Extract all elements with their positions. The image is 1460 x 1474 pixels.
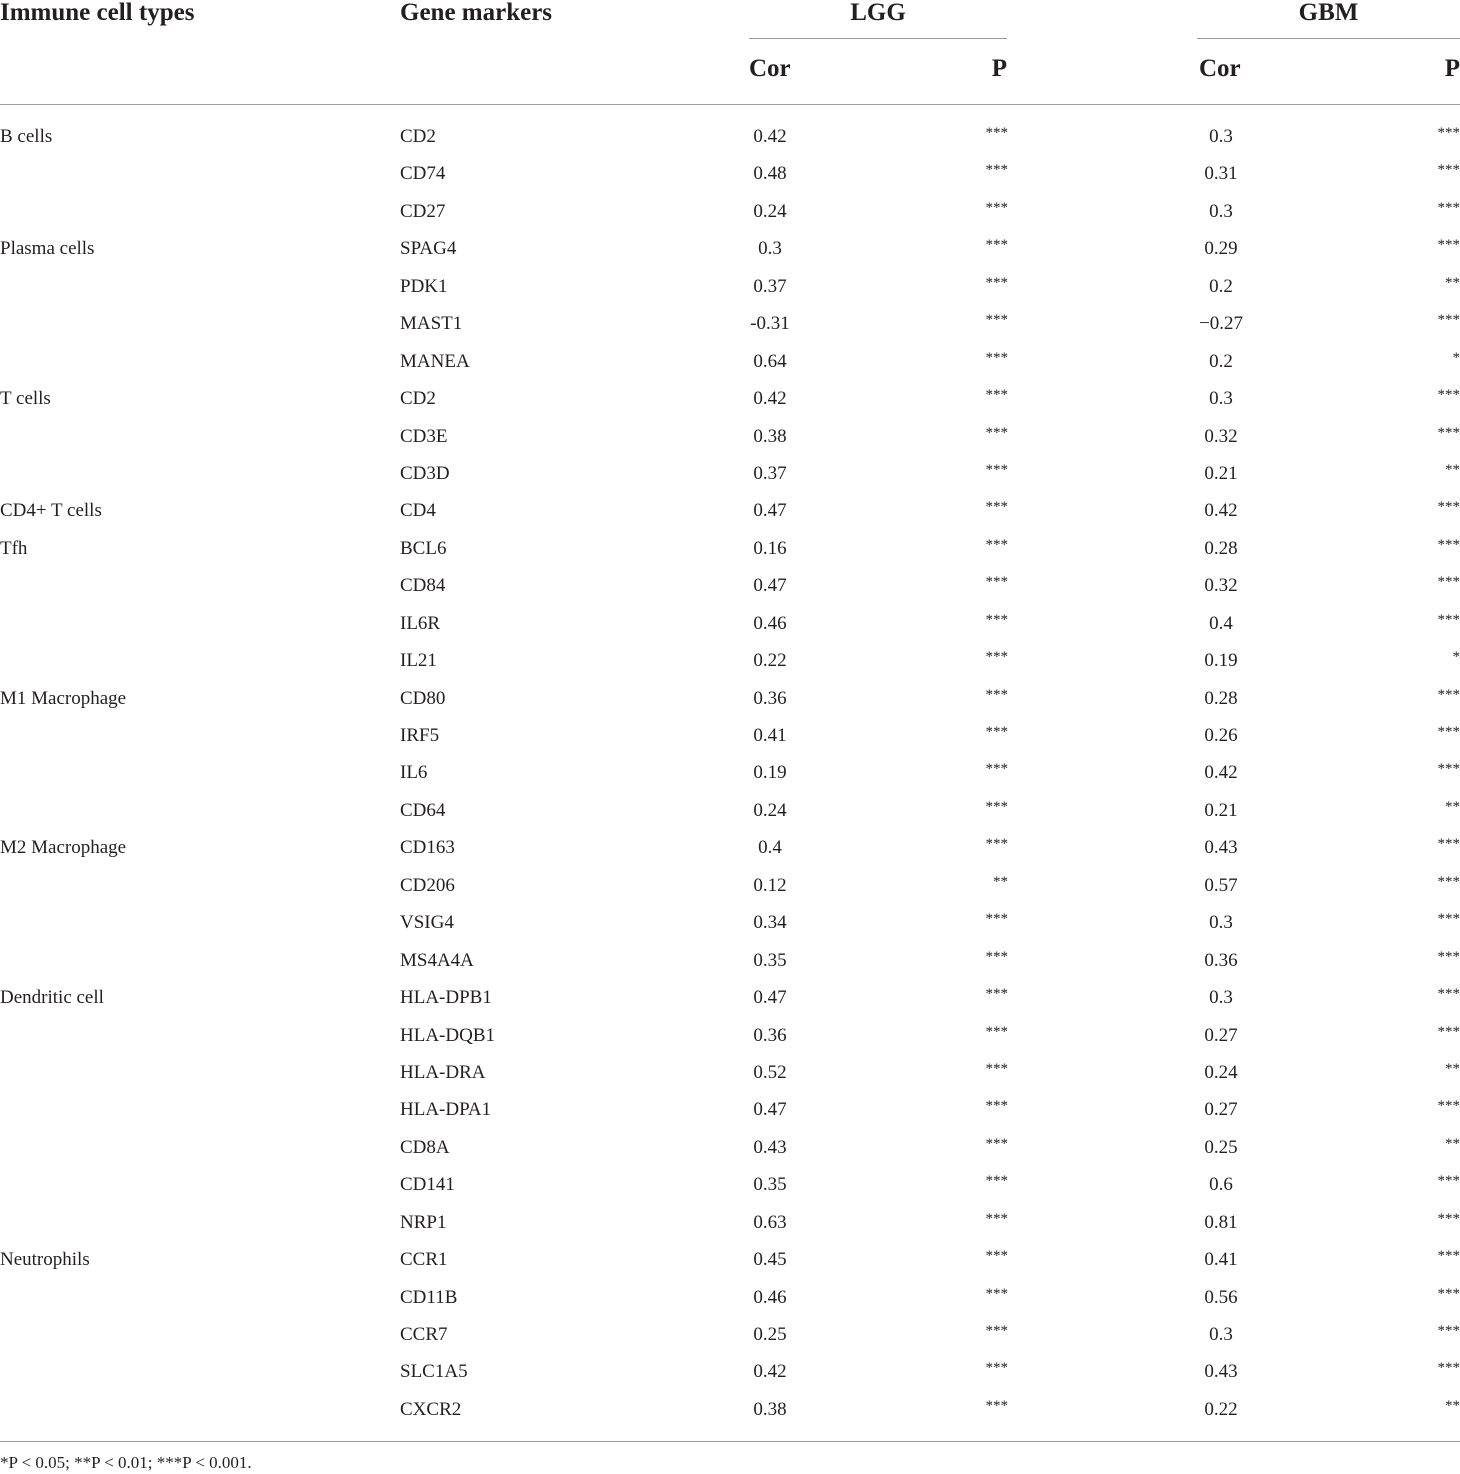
cell-gene-marker: SLC1A5 xyxy=(400,1361,468,1383)
table-row xyxy=(0,118,1460,155)
cell-gbm-cor: 0.81 xyxy=(1204,1211,1238,1233)
cell-gbm-cor: 0.3 xyxy=(1209,126,1233,147)
cell-gene-marker: CD8A xyxy=(400,1136,450,1158)
cell-lgg-p: *** xyxy=(985,424,1008,441)
cell-gbm-cor: 0.2 xyxy=(1209,350,1233,372)
table-row xyxy=(0,305,1460,342)
cell-lgg-cor: 0.38 xyxy=(753,425,787,447)
table-body xyxy=(0,118,1460,1428)
cell-type: Tfh xyxy=(0,537,28,559)
cell-gbm-cor: 0.29 xyxy=(1204,238,1238,260)
table-row xyxy=(0,1279,1460,1316)
cell-gbm-p: *** xyxy=(1437,611,1460,628)
table-row xyxy=(0,455,1460,492)
cell-gbm-p: *** xyxy=(1437,1098,1460,1115)
table-row xyxy=(0,492,1460,529)
cell-gbm-cor: 0.22 xyxy=(1204,1398,1238,1420)
table-row xyxy=(0,680,1460,717)
cell-gene-marker: CD74 xyxy=(400,163,446,185)
cell-gbm-cor: −0.27 xyxy=(1199,313,1243,335)
cell-lgg-p: *** xyxy=(985,237,1008,254)
cell-lgg-p: *** xyxy=(985,911,1008,928)
cell-lgg-p: *** xyxy=(985,1360,1008,1377)
table-row xyxy=(0,829,1460,866)
cell-lgg-cor: 0.47 xyxy=(753,500,787,522)
cell-lgg-cor: 0.16 xyxy=(753,537,787,559)
cell-gene-marker: IL6 xyxy=(400,762,428,784)
cell-gbm-cor: 0.41 xyxy=(1204,1249,1238,1271)
cell-lgg-cor: 0.22 xyxy=(753,650,787,672)
cell-lgg-p: *** xyxy=(985,1210,1008,1227)
cell-lgg-cor: 0.47 xyxy=(753,1099,787,1121)
cell-gbm-p: * xyxy=(1452,349,1460,366)
table-row xyxy=(0,1054,1460,1091)
cell-lgg-p: *** xyxy=(985,1023,1008,1040)
cell-gbm-cor: 0.32 xyxy=(1204,425,1238,447)
cell-gbm-p: *** xyxy=(1437,574,1460,591)
cell-type: Neutrophils xyxy=(0,1249,90,1271)
cell-gbm-p: *** xyxy=(1437,536,1460,553)
gbm-group-divider xyxy=(1197,38,1460,39)
table-row xyxy=(0,1241,1460,1278)
cell-gbm-cor: 0.36 xyxy=(1204,949,1238,971)
cell-gbm-p: *** xyxy=(1437,387,1460,404)
cell-type: Plasma cells xyxy=(0,238,95,260)
cell-type: M1 Macrophage xyxy=(0,687,127,709)
table-row xyxy=(0,1091,1460,1128)
cell-gbm-p: *** xyxy=(1437,911,1460,928)
cell-gene-marker: SPAG4 xyxy=(400,238,457,260)
cell-lgg-p: *** xyxy=(985,724,1008,740)
cell-gbm-p: *** xyxy=(1437,836,1460,853)
cell-gene-marker: VSIG4 xyxy=(400,912,454,934)
cell-gbm-cor: 0.26 xyxy=(1204,725,1238,746)
cell-gbm-cor: 0.19 xyxy=(1204,650,1238,672)
table-row xyxy=(0,979,1460,1016)
table-row xyxy=(0,904,1460,941)
cell-lgg-p: *** xyxy=(985,499,1008,516)
cell-gbm-cor: 0.6 xyxy=(1209,1174,1233,1196)
header-gene-markers: Gene markers xyxy=(400,0,553,26)
cell-gene-marker: CD3D xyxy=(400,462,450,484)
cell-gbm-p: *** xyxy=(1437,724,1460,740)
cell-gbm-cor: 0.2 xyxy=(1209,275,1233,297)
cell-gbm-p: *** xyxy=(1437,162,1460,179)
cell-gbm-cor: 0.3 xyxy=(1209,912,1233,934)
header-gbm-cor: Cor xyxy=(1199,55,1241,82)
cell-gbm-p: *** xyxy=(1437,312,1460,329)
cell-lgg-cor: -0.31 xyxy=(750,313,790,335)
table-row xyxy=(0,942,1460,979)
cell-type: B cells xyxy=(0,126,53,147)
cell-lgg-p: *** xyxy=(985,948,1008,965)
cell-lgg-cor: 0.42 xyxy=(753,1361,787,1383)
cell-gene-marker: BCL6 xyxy=(400,537,447,559)
cell-gbm-p: *** xyxy=(1437,761,1460,778)
cell-lgg-p: *** xyxy=(985,836,1008,853)
table-row xyxy=(0,1353,1460,1390)
cell-gbm-p: *** xyxy=(1437,1323,1460,1339)
table-row xyxy=(0,1129,1460,1166)
cell-gbm-cor: 0.31 xyxy=(1204,163,1238,185)
cell-gene-marker: CD206 xyxy=(400,874,455,896)
cell-gbm-cor: 0.27 xyxy=(1204,1024,1238,1046)
cell-gbm-p: *** xyxy=(1437,424,1460,441)
cell-gene-marker: CCR7 xyxy=(400,1324,448,1345)
cell-lgg-p: *** xyxy=(985,798,1008,815)
cell-gbm-p: ** xyxy=(1445,1397,1460,1414)
cell-gbm-p: ** xyxy=(1445,461,1460,478)
cell-gbm-p: *** xyxy=(1437,686,1460,703)
cell-gbm-cor: 0.56 xyxy=(1204,1286,1238,1308)
cell-gene-marker: MANEA xyxy=(400,350,470,372)
cell-lgg-p: *** xyxy=(985,461,1008,478)
cell-type: CD4+ T cells xyxy=(0,500,102,522)
cell-gbm-p: *** xyxy=(1437,1285,1460,1302)
header-lgg-cor: Cor xyxy=(749,55,791,82)
cell-gene-marker: CD163 xyxy=(400,837,455,859)
header-bottom-rule xyxy=(0,104,1460,105)
table-row xyxy=(0,717,1460,754)
cell-gbm-cor: 0.43 xyxy=(1204,837,1238,859)
header-gbm: GBM xyxy=(1298,0,1359,26)
cell-gene-marker: HLA-DRA xyxy=(400,1061,486,1083)
table-row xyxy=(0,155,1460,192)
cell-lgg-p: *** xyxy=(985,1173,1008,1190)
cell-gene-marker: CXCR2 xyxy=(400,1398,462,1420)
cell-gbm-p: * xyxy=(1452,649,1460,666)
table-bottom-rule xyxy=(0,1441,1460,1442)
cell-lgg-p: *** xyxy=(985,274,1008,291)
cell-lgg-cor: 0.42 xyxy=(753,126,787,147)
cell-lgg-p: *** xyxy=(985,1060,1008,1077)
cell-gbm-cor: 0.43 xyxy=(1204,1361,1238,1383)
cell-lgg-p: *** xyxy=(985,1323,1008,1339)
cell-lgg-p: *** xyxy=(985,199,1008,216)
cell-lgg-cor: 0.43 xyxy=(753,1136,787,1158)
cell-gbm-cor: 0.21 xyxy=(1204,799,1238,821)
cell-gbm-p: *** xyxy=(1437,1023,1460,1040)
cell-lgg-p: *** xyxy=(985,986,1008,1003)
cell-gbm-cor: 0.42 xyxy=(1204,500,1238,522)
cell-gbm-cor: 0.28 xyxy=(1204,537,1238,559)
cell-gbm-p: *** xyxy=(1437,1210,1460,1227)
cell-gene-marker: HLA-DQB1 xyxy=(400,1024,495,1046)
cell-lgg-p: *** xyxy=(985,312,1008,329)
cell-gene-marker: CD64 xyxy=(400,799,446,821)
cell-gbm-cor: 0.24 xyxy=(1204,1061,1238,1083)
cell-lgg-cor: 0.34 xyxy=(753,912,787,934)
cell-lgg-cor: 0.46 xyxy=(753,1286,787,1308)
cell-gbm-p: *** xyxy=(1437,986,1460,1003)
cell-lgg-cor: 0.24 xyxy=(753,799,787,821)
cell-lgg-cor: 0.38 xyxy=(753,1398,787,1420)
cell-lgg-p: *** xyxy=(985,1397,1008,1414)
cell-type: Dendritic cell xyxy=(0,987,104,1009)
cell-lgg-cor: 0.41 xyxy=(753,725,787,746)
cell-gbm-p: *** xyxy=(1437,1248,1460,1265)
cell-lgg-p: *** xyxy=(985,649,1008,666)
cell-lgg-cor: 0.48 xyxy=(753,163,787,185)
cell-lgg-cor: 0.42 xyxy=(753,388,787,410)
cell-gene-marker: CD2 xyxy=(400,126,436,147)
header-immune-cell-types: Immune cell types xyxy=(0,0,195,26)
cell-gene-marker: CD3E xyxy=(400,425,448,447)
cell-gene-marker: IL21 xyxy=(400,650,437,672)
cell-gbm-cor: 0.3 xyxy=(1209,987,1233,1009)
table-row xyxy=(0,867,1460,904)
cell-lgg-p: *** xyxy=(985,162,1008,179)
cell-lgg-cor: 0.36 xyxy=(753,687,787,709)
cell-lgg-cor: 0.46 xyxy=(753,612,787,634)
cell-gbm-p: *** xyxy=(1437,873,1460,890)
cell-lgg-cor: 0.47 xyxy=(753,575,787,597)
cell-lgg-cor: 0.25 xyxy=(753,1324,787,1345)
table-row xyxy=(0,754,1460,791)
cell-gene-marker: CD4 xyxy=(400,500,436,522)
cell-lgg-cor: 0.52 xyxy=(753,1061,787,1083)
cell-lgg-p: *** xyxy=(985,125,1008,141)
header-gbm-p: P xyxy=(1444,55,1460,82)
cell-lgg-cor: 0.24 xyxy=(753,200,787,222)
cell-gbm-p: *** xyxy=(1437,948,1460,965)
cell-gene-marker: CCR1 xyxy=(400,1249,448,1271)
table-row xyxy=(0,567,1460,604)
table-row xyxy=(0,1166,1460,1203)
cell-lgg-p: *** xyxy=(985,1285,1008,1302)
table-row xyxy=(0,418,1460,455)
cell-gene-marker: MS4A4A xyxy=(400,949,474,971)
cell-gene-marker: HLA-DPA1 xyxy=(400,1099,492,1121)
cell-gbm-cor: 0.4 xyxy=(1209,612,1233,634)
table-row xyxy=(0,530,1460,567)
table-row xyxy=(0,642,1460,679)
cell-lgg-p: *** xyxy=(985,1135,1008,1152)
cell-gene-marker: CD27 xyxy=(400,200,446,222)
lgg-group-divider xyxy=(749,38,1007,39)
footnote: *P < 0.05; **P < 0.01; ***P < 0.001. xyxy=(0,1453,252,1472)
table-row xyxy=(0,1316,1460,1353)
table-row xyxy=(0,380,1460,417)
cell-gbm-cor: 0.32 xyxy=(1204,575,1238,597)
cell-gbm-cor: 0.3 xyxy=(1209,200,1233,222)
header-lgg-p: P xyxy=(991,55,1007,82)
cell-gbm-p: ** xyxy=(1445,798,1460,815)
header-lgg: LGG xyxy=(850,0,906,26)
cell-gene-marker: CD2 xyxy=(400,388,436,410)
cell-lgg-cor: 0.45 xyxy=(753,1249,787,1271)
cell-gene-marker: IL6R xyxy=(400,612,441,634)
cell-lgg-cor: 0.3 xyxy=(758,238,782,260)
cell-lgg-cor: 0.4 xyxy=(758,837,782,859)
cell-lgg-cor: 0.12 xyxy=(753,874,787,896)
cell-gene-marker: NRP1 xyxy=(400,1211,447,1233)
cell-gene-marker: HLA-DPB1 xyxy=(400,987,492,1009)
cell-lgg-cor: 0.35 xyxy=(753,949,787,971)
cell-gbm-cor: 0.57 xyxy=(1204,874,1238,896)
cell-gbm-cor: 0.3 xyxy=(1209,1324,1233,1345)
cell-gene-marker: CD11B xyxy=(400,1286,458,1308)
cell-lgg-p: ** xyxy=(993,873,1008,890)
cell-lgg-cor: 0.36 xyxy=(753,1024,787,1046)
cell-gene-marker: MAST1 xyxy=(400,313,463,335)
cell-gbm-p: *** xyxy=(1437,199,1460,216)
cell-gbm-p: ** xyxy=(1445,274,1460,291)
cell-gene-marker: CD80 xyxy=(400,687,446,709)
cell-gbm-cor: 0.3 xyxy=(1209,388,1233,410)
table-row xyxy=(0,792,1460,829)
cell-gbm-cor: 0.28 xyxy=(1204,687,1238,709)
table-row xyxy=(0,193,1460,230)
cell-gbm-p: *** xyxy=(1437,499,1460,516)
cell-gbm-p: *** xyxy=(1437,125,1460,141)
cell-type: M2 Macrophage xyxy=(0,837,127,859)
table-row xyxy=(0,605,1460,642)
cell-lgg-cor: 0.64 xyxy=(753,350,787,372)
cell-lgg-p: *** xyxy=(985,1098,1008,1115)
cell-lgg-p: *** xyxy=(985,686,1008,703)
cell-gbm-cor: 0.25 xyxy=(1204,1136,1238,1158)
table-row xyxy=(0,1204,1460,1241)
cell-lgg-cor: 0.63 xyxy=(753,1211,787,1233)
cell-lgg-cor: 0.47 xyxy=(753,987,787,1009)
cell-lgg-cor: 0.37 xyxy=(753,275,787,297)
table-row xyxy=(0,1017,1460,1054)
cell-gbm-cor: 0.42 xyxy=(1204,762,1238,784)
cell-lgg-cor: 0.35 xyxy=(753,1174,787,1196)
cell-gbm-cor: 0.21 xyxy=(1204,462,1238,484)
cell-lgg-p: *** xyxy=(985,611,1008,628)
cell-lgg-p: *** xyxy=(985,349,1008,366)
cell-lgg-p: *** xyxy=(985,536,1008,553)
cell-lgg-p: *** xyxy=(985,1248,1008,1265)
cell-gene-marker: IRF5 xyxy=(400,725,440,746)
table-row xyxy=(0,230,1460,267)
cell-lgg-p: *** xyxy=(985,387,1008,404)
cell-lgg-p: *** xyxy=(985,761,1008,778)
cell-gbm-p: *** xyxy=(1437,1360,1460,1377)
cell-gene-marker: CD141 xyxy=(400,1174,455,1196)
cell-type: T cells xyxy=(0,388,51,410)
cell-gbm-p: ** xyxy=(1445,1060,1460,1077)
cell-gbm-cor: 0.27 xyxy=(1204,1099,1238,1121)
cell-lgg-cor: 0.19 xyxy=(753,762,787,784)
table-row xyxy=(0,268,1460,305)
table-row xyxy=(0,1391,1460,1428)
cell-lgg-p: *** xyxy=(985,574,1008,591)
cell-gene-marker: CD84 xyxy=(400,575,446,597)
cell-gbm-p: ** xyxy=(1445,1135,1460,1152)
table-row xyxy=(0,343,1460,380)
cell-gbm-p: *** xyxy=(1437,1173,1460,1190)
cell-gene-marker: PDK1 xyxy=(400,275,448,297)
cell-gbm-p: *** xyxy=(1437,237,1460,254)
cell-lgg-cor: 0.37 xyxy=(753,462,787,484)
